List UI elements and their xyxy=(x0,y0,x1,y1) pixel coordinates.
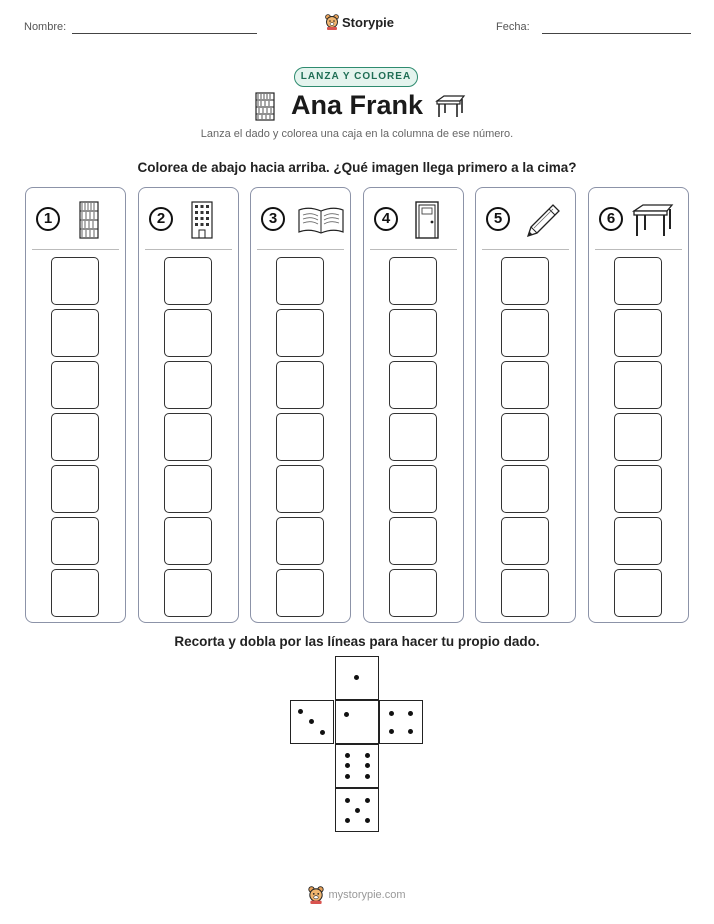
box-6[interactable] xyxy=(614,309,662,357)
box-4[interactable] xyxy=(51,413,99,461)
box-4[interactable] xyxy=(164,413,212,461)
number-badge: 2 xyxy=(149,207,173,231)
box-4[interactable] xyxy=(614,413,662,461)
box-3[interactable] xyxy=(51,465,99,513)
box-3[interactable] xyxy=(276,465,324,513)
date-label: Fecha: xyxy=(496,21,530,33)
box-6[interactable] xyxy=(276,309,324,357)
column-6 xyxy=(588,187,689,623)
die-face-3 xyxy=(290,700,334,744)
stool-icon xyxy=(434,94,466,120)
box-2[interactable] xyxy=(164,517,212,565)
activity-badge: LANZA Y COLOREA xyxy=(294,67,418,87)
name-label: Nombre: xyxy=(24,21,67,33)
number-badge: 3 xyxy=(261,207,285,231)
box-6[interactable] xyxy=(389,309,437,357)
column-4 xyxy=(363,187,464,623)
pip xyxy=(345,798,350,803)
brand-name: Storypie xyxy=(342,14,395,30)
box-1[interactable] xyxy=(389,569,437,617)
pip xyxy=(344,712,349,717)
box-2[interactable] xyxy=(389,517,437,565)
door-icon xyxy=(410,200,442,240)
box-3[interactable] xyxy=(389,465,437,513)
box-5[interactable] xyxy=(51,361,99,409)
column-header xyxy=(364,188,463,250)
name-field-line[interactable] xyxy=(72,33,257,34)
building-icon xyxy=(185,200,217,240)
column-1 xyxy=(25,187,126,623)
subtitle: Lanza el dado y colorea una caja en la columna de ese número. xyxy=(200,128,514,140)
pip xyxy=(365,774,370,779)
box-6[interactable] xyxy=(501,309,549,357)
pip xyxy=(345,774,350,779)
column-header xyxy=(251,188,350,250)
box-5[interactable] xyxy=(276,361,324,409)
box-5[interactable] xyxy=(164,361,212,409)
date-field-line[interactable] xyxy=(542,33,691,34)
die-face-4 xyxy=(379,700,423,744)
box-7[interactable] xyxy=(276,257,324,305)
pip xyxy=(365,798,370,803)
box-1[interactable] xyxy=(276,569,324,617)
box-5[interactable] xyxy=(614,361,662,409)
box-7[interactable] xyxy=(501,257,549,305)
box-2[interactable] xyxy=(276,517,324,565)
pip xyxy=(345,753,350,758)
column-divider xyxy=(370,249,457,250)
box-7[interactable] xyxy=(389,257,437,305)
pip xyxy=(365,763,370,768)
column-divider xyxy=(595,249,682,250)
box-7[interactable] xyxy=(51,257,99,305)
column-5 xyxy=(475,187,576,623)
pip xyxy=(365,818,370,823)
die-face-5 xyxy=(335,788,379,832)
box-5[interactable] xyxy=(501,361,549,409)
pip xyxy=(365,753,370,758)
number-badge: 1 xyxy=(36,207,60,231)
number-badge: 4 xyxy=(374,207,398,231)
footer xyxy=(0,886,714,904)
die-face-6 xyxy=(335,744,379,788)
bookshelf-icon xyxy=(72,200,104,240)
stool-icon xyxy=(631,202,675,240)
footer-url[interactable]: mystorypie.com xyxy=(328,889,406,901)
box-1[interactable] xyxy=(614,569,662,617)
column-header xyxy=(139,188,238,250)
box-3[interactable] xyxy=(614,465,662,513)
pip xyxy=(408,711,413,716)
page-title: Ana Frank xyxy=(290,90,424,120)
die-face-1 xyxy=(335,656,379,700)
column-header xyxy=(26,188,125,250)
column-divider xyxy=(32,249,119,250)
pip xyxy=(389,711,394,716)
box-3[interactable] xyxy=(501,465,549,513)
box-7[interactable] xyxy=(614,257,662,305)
pip xyxy=(345,763,350,768)
column-2 xyxy=(138,187,239,623)
column-divider xyxy=(482,249,569,250)
pip xyxy=(408,729,413,734)
pip xyxy=(320,730,325,735)
box-1[interactable] xyxy=(164,569,212,617)
number-badge: 6 xyxy=(599,207,623,231)
box-4[interactable] xyxy=(276,413,324,461)
box-5[interactable] xyxy=(389,361,437,409)
pip xyxy=(354,675,359,680)
box-2[interactable] xyxy=(614,517,662,565)
box-7[interactable] xyxy=(164,257,212,305)
instruction-top: Colorea de abajo hacia arriba. ¿Qué imagen llega primero a la cima? xyxy=(137,160,577,175)
number-badge: 5 xyxy=(486,207,510,231)
column-divider xyxy=(257,249,344,250)
box-4[interactable] xyxy=(389,413,437,461)
box-6[interactable] xyxy=(164,309,212,357)
brand-logo xyxy=(325,14,394,30)
pip xyxy=(309,719,314,724)
dice-net xyxy=(290,656,424,834)
column-header xyxy=(589,188,688,250)
instruction-bottom: Recorta y dobla por las líneas para hacer tu propio dado. xyxy=(174,634,540,649)
box-6[interactable] xyxy=(51,309,99,357)
column-divider xyxy=(145,249,232,250)
pencil-icon xyxy=(522,200,562,240)
pip xyxy=(298,709,303,714)
box-1[interactable] xyxy=(501,569,549,617)
pip xyxy=(355,808,360,813)
die-face-1-center xyxy=(335,700,379,744)
column-header xyxy=(476,188,575,250)
box-1[interactable] xyxy=(51,569,99,617)
bear-icon xyxy=(325,14,339,30)
column-3 xyxy=(250,187,351,623)
open-book-icon xyxy=(297,204,345,236)
pip xyxy=(345,818,350,823)
box-2[interactable] xyxy=(51,517,99,565)
box-2[interactable] xyxy=(501,517,549,565)
pip xyxy=(389,729,394,734)
box-4[interactable] xyxy=(501,413,549,461)
bear-icon xyxy=(308,886,324,904)
box-3[interactable] xyxy=(164,465,212,513)
